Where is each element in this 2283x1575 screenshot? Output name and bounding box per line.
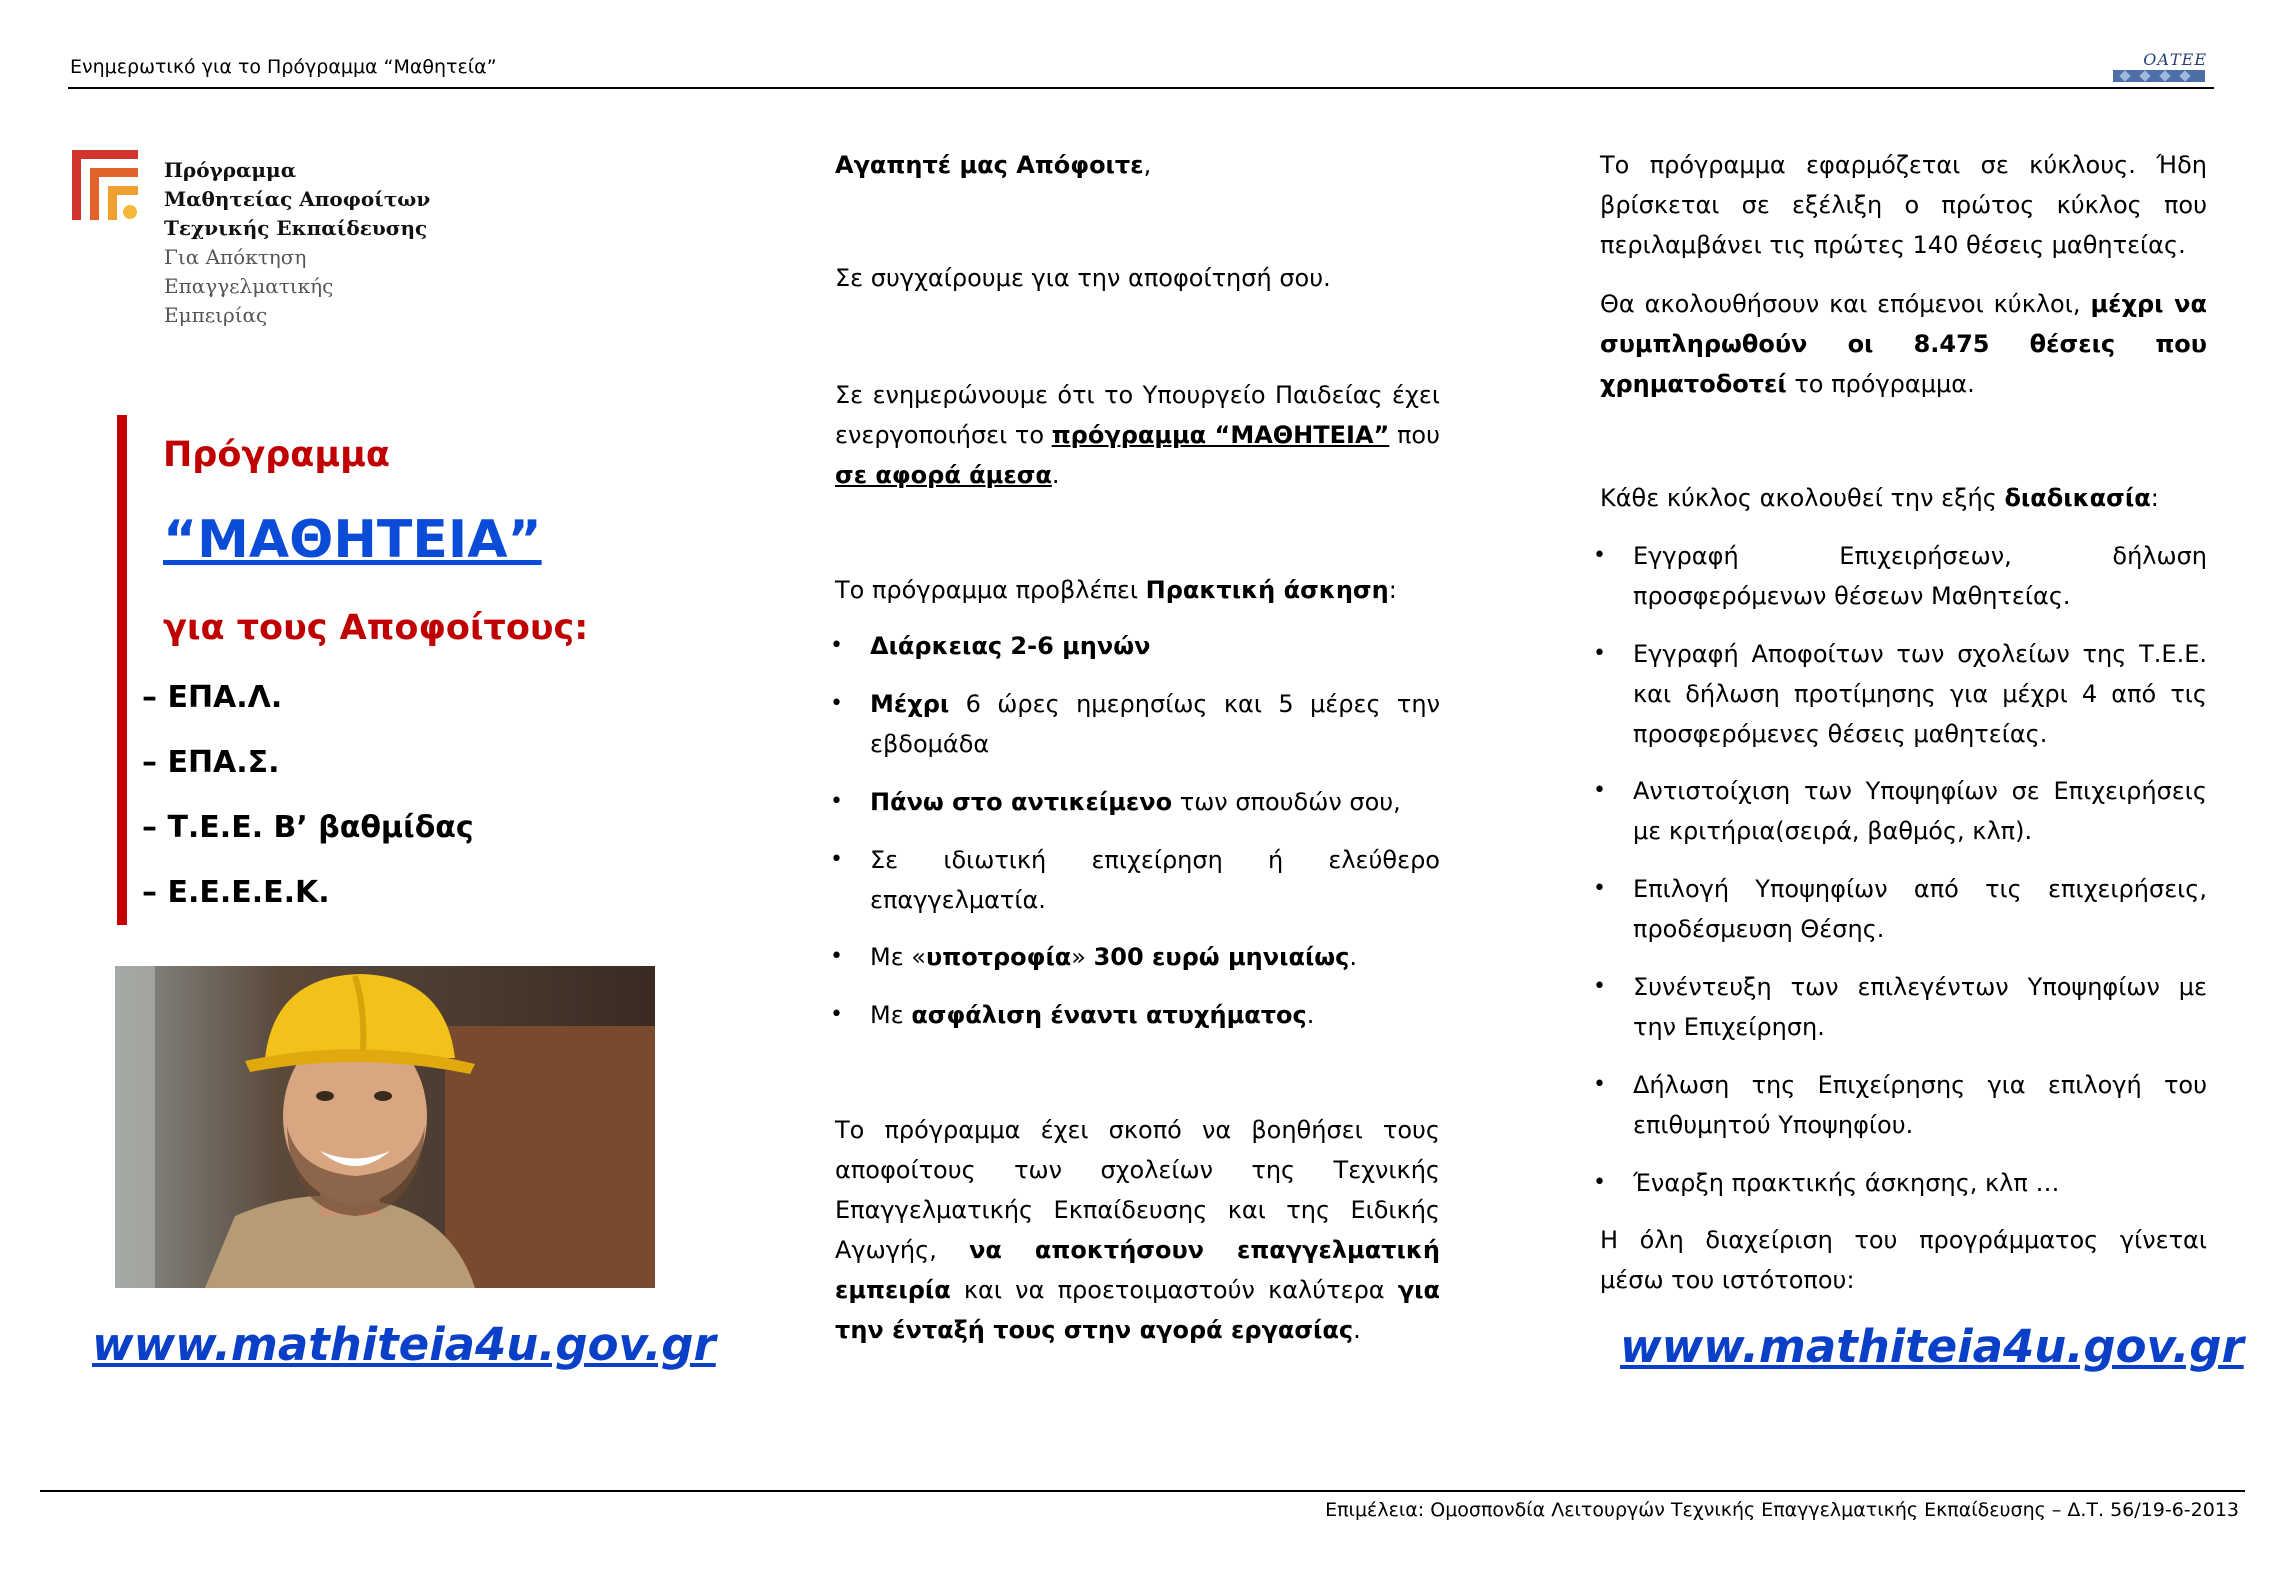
- oatee-logo-strip: [2113, 70, 2205, 82]
- worker-photo: [115, 966, 655, 1288]
- program-logo-line: Πρόγραμμα: [164, 158, 297, 182]
- header-divider: [68, 87, 2214, 89]
- oatee-logo-text: ΟΑΤΕΕ: [2143, 50, 2207, 69]
- admin-paragraph: Η όλη διαχείριση του προγράμματος γίνεται μέσω του ιστότοπου:: [1600, 1226, 2207, 1294]
- program-logo-mark-icon: [72, 150, 138, 220]
- congrats-text: Σε συγχαίρουμε για την αποφοίτησή σου.: [835, 264, 1331, 292]
- procedure-step: • Επιλογή Υποψηφίων από τις επιχειρήσεις, προδέσμευση Θέσης.: [1633, 869, 2207, 949]
- program-name-link[interactable]: “ΜΑΘΗΤΕΙΑ”: [163, 510, 542, 570]
- program-logo-line: Για Απόκτηση: [164, 245, 307, 269]
- benefit-item: • Με «υποτροφία» 300 ευρώ μηνιαίως.: [870, 937, 1440, 977]
- website-link[interactable]: www.mathiteia4u.gov.gr: [1620, 1320, 2244, 1373]
- school-item: – ΕΠΑ.Σ.: [142, 745, 280, 780]
- oatee-logo: [2107, 52, 2207, 84]
- website-link[interactable]: www.mathiteia4u.gov.gr: [92, 1318, 716, 1371]
- program-logo-line: Εμπειρίας: [164, 303, 268, 327]
- program-logo-line: Μαθητείας Αποφοίτων: [164, 187, 431, 211]
- procedure-step: • Αντιστοίχιση των Υποψηφίων σε Επιχειρήσεις με κριτήρια(σειρά, βαθμός, κλπ).: [1633, 771, 2207, 851]
- inform-paragraph: Σε ενημερώνουμε ότι το Υπουργείο Παιδείας έχει ενεργοποιήσει το πρόγραμμα “ΜΑΘΗΤΕΙΑ” που σε αφορά άμεσα.: [835, 381, 1440, 489]
- benefit-item: • Πάνω στο αντικείμενο των σπουδών σου,: [870, 782, 1440, 822]
- program-logo: [60, 128, 475, 333]
- procedure-step: • Εγγραφή Αποφοίτων των σχολείων της Τ.Ε.Ε. και δήλωση προτίμησης για μέχρι 4 από τις προσφερόμενες θέσεις μαθητείας.: [1633, 634, 2207, 754]
- procedure-step: • Συνέντευξη των επιλεγέντων Υποψηφίων με την Επιχείρηση.: [1633, 967, 2207, 1047]
- provides-text: Το πρόγραμμα προβλέπει Πρακτική άσκηση:: [835, 576, 1397, 604]
- school-item: – Ε.Ε.Ε.Ε.Κ.: [142, 875, 330, 910]
- program-label: Πρόγραμμα: [163, 435, 390, 475]
- for-graduates-label: για τους Αποφοίτους:: [163, 608, 589, 648]
- benefit-item: • Διάρκειας 2-6 μηνών: [870, 626, 1440, 666]
- red-accent-bar: [117, 415, 127, 925]
- footer-credit: Επιμέλεια: Ομοσπονδία Λειτουργών Τεχνικής Επαγγελματικής Εκπαίδευσης – Δ.Τ. 56/19-6-2013: [1325, 1499, 2239, 1521]
- greeting: Αγαπητέ μας Απόφοιτε,: [835, 151, 1152, 179]
- procedure-step: • Εγγραφή Επιχειρήσεων, δήλωση προσφερόμενων θέσεων Μαθητείας.: [1633, 536, 2207, 616]
- cycles-paragraph: Το πρόγραμμα εφαρμόζεται σε κύκλους. Ήδη βρίσκεται σε εξέλιξη ο πρώτος κύκλος που περιλαμβάνει τις πρώτες 140 θέσεις μαθητείας.: [1600, 151, 2207, 259]
- benefit-item: • Σε ιδιωτική επιχείρηση ή ελεύθερο επαγγελματία.: [870, 840, 1440, 920]
- benefit-item: • Μέχρι 6 ώρες ημερησίως και 5 μέρες την εβδομάδα: [870, 684, 1440, 764]
- program-logo-line: Επαγγελματικής: [164, 274, 334, 298]
- follow-paragraph: Θα ακολουθήσουν και επόμενοι κύκλοι, μέχρι να συμπληρωθούν οι 8.475 θέσεις που χρηματοδοτεί το πρόγραμμα.: [1600, 290, 2207, 398]
- program-logo-line: Τεχνικής Εκπαίδευσης: [164, 216, 428, 240]
- procedure-intro: Κάθε κύκλος ακολουθεί την εξής διαδικασία:: [1600, 484, 2159, 512]
- header-title: Ενημερωτικό για το Πρόγραμμα “Μαθητεία”: [70, 56, 497, 78]
- procedure-step: • Δήλωση της Επιχείρησης για επιλογή του επιθυμητού Υποψηφίου.: [1633, 1065, 2207, 1145]
- concerns-you-link[interactable]: σε αφορά άμεσα: [835, 461, 1052, 489]
- procedure-step: • Έναρξη πρακτικής άσκησης, κλπ …: [1633, 1163, 2207, 1203]
- footer-divider: [40, 1490, 2245, 1492]
- program-link[interactable]: πρόγραμμα “ΜΑΘΗΤΕΙΑ”: [1051, 421, 1390, 449]
- school-item: – Τ.Ε.Ε. Β’ βαθμίδας: [142, 810, 474, 845]
- school-item: – ΕΠΑ.Λ.: [142, 680, 283, 715]
- benefit-item: • Με ασφάλιση έναντι ατυχήματος.: [870, 995, 1440, 1035]
- aim-paragraph: Το πρόγραμμα έχει σκοπό να βοηθήσει τους αποφοίτους των σχολείων της Τεχνικής Επαγγελματικής Εκπαίδευσης και της Ειδικής Αγωγής, να αποκτήσουν επαγγελματική εμπειρία και να προετοιμαστούν καλύτερα για την ένταξή τους στην αγορά εργασίας.: [835, 1116, 1440, 1344]
